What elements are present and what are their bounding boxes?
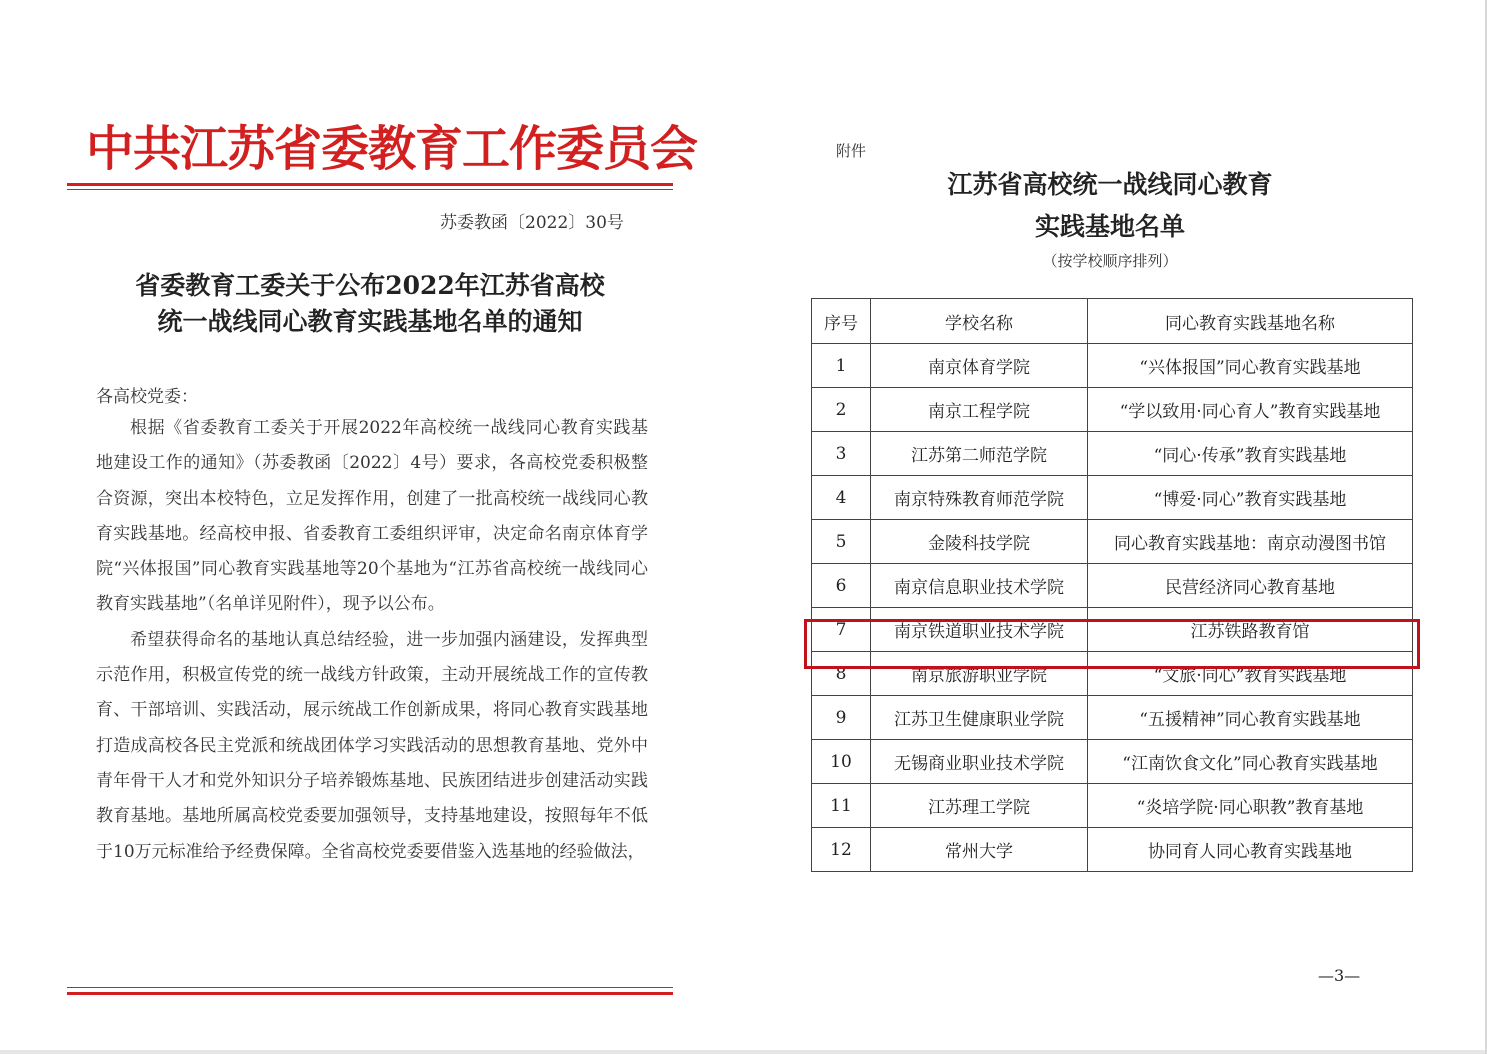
left-page	[0, 0, 740, 1050]
red-divider-top-thin	[67, 189, 673, 190]
page-edge-bottom	[0, 1050, 1487, 1054]
row-index: 8	[812, 652, 871, 696]
row-base: “炎培学院·同心职教”教育基地	[1088, 784, 1413, 828]
row-index: 5	[812, 520, 871, 564]
row-school: 南京铁道职业技术学院	[871, 608, 1088, 652]
row-index: 12	[812, 828, 871, 872]
row-base: “五援精神”同心教育实践基地	[1088, 696, 1413, 740]
table-row	[812, 740, 1413, 784]
page-number: —3—	[1318, 966, 1361, 985]
header-base-name: 同心教育实践基地名称	[1088, 299, 1413, 344]
row-base: “兴体报国”同心教育实践基地	[1088, 344, 1413, 388]
header-school-name: 学校名称	[871, 299, 1088, 344]
list-subtitle: （按学校顺序排列）	[1042, 252, 1178, 270]
table-row	[812, 564, 1413, 608]
row-index: 9	[812, 696, 871, 740]
row-index: 2	[812, 388, 871, 432]
table-row	[812, 520, 1413, 564]
row-base: 协同育人同心教育实践基地	[1088, 828, 1413, 872]
red-divider-bottom-thin	[67, 987, 673, 988]
list-title-line2: 实践基地名单	[1034, 212, 1185, 241]
row-base: 江苏铁路教育馆	[1088, 608, 1413, 652]
notice-title-line2: 统一战线同心教育实践基地名单的通知	[157, 307, 583, 336]
row-school: 南京体育学院	[871, 344, 1088, 388]
row-base: “江南饮食文化”同心教育实践基地	[1088, 740, 1413, 784]
row-base: “博爱·同心”教育实践基地	[1088, 476, 1413, 520]
table-row	[812, 344, 1413, 388]
row-school: 江苏理工学院	[871, 784, 1088, 828]
document-number: 苏委教函〔2022〕30号	[440, 213, 624, 233]
row-school: 南京信息职业技术学院	[871, 564, 1088, 608]
table-row	[812, 784, 1413, 828]
list-title	[880, 164, 1340, 248]
row-index: 1	[812, 344, 871, 388]
row-school: 无锡商业职业技术学院	[871, 740, 1088, 784]
header-index: 序号	[812, 299, 871, 344]
row-school: 江苏第二师范学院	[871, 432, 1088, 476]
table-row	[812, 696, 1413, 740]
notice-title-line1: 省委教育工委关于公布2022年江苏省高校	[135, 271, 605, 300]
row-base: “学以致用·同心育人”教育实践基地	[1088, 388, 1413, 432]
row-school: 南京旅游职业学院	[871, 652, 1088, 696]
red-divider-top	[67, 183, 673, 186]
row-index: 4	[812, 476, 871, 520]
school-base-table	[811, 298, 1413, 872]
row-highlight-box	[804, 619, 1420, 669]
table-row	[812, 476, 1413, 520]
row-index: 10	[812, 740, 871, 784]
list-title-line1: 江苏省高校统一战线同心教育	[947, 170, 1273, 199]
row-index: 3	[812, 432, 871, 476]
body-paragraph-2: 希望获得命名的基地认真总结经验，进一步加强内涵建设，发挥典型示范作用，积极宣传党的统一战线方针政策，主动开展统战工作的宣传教育、干部培训、实践活动，展示统战工作创新成果，将同心教育实践基地打造成高校各民主党派和统战团体学习实践活动的思想教育基地、党外中青年骨干人才和党外知识分子培养锻炼基地、民族团结进步创建活动实践教育基地。基地所属高校党委要加强领导，支持基地建设，按照每年不低于10万元标准给予经费保障。全省高校党委要借鉴入选基地的经验做法，	[96, 629, 648, 862]
salutation: 各高校党委：	[96, 387, 198, 407]
row-index: 11	[812, 784, 871, 828]
notice-body	[96, 411, 648, 870]
row-base: “同心·传承”教育实践基地	[1088, 432, 1413, 476]
red-divider-bottom	[67, 992, 673, 995]
row-school: 南京特殊教育师范学院	[871, 476, 1088, 520]
table-row	[812, 828, 1413, 872]
org-header: 中共江苏省委教育工作委员会	[86, 121, 698, 177]
row-index: 6	[812, 564, 871, 608]
row-index: 7	[812, 608, 871, 652]
row-base: 民营经济同心教育基地	[1088, 564, 1413, 608]
row-school: 常州大学	[871, 828, 1088, 872]
notice-title	[96, 268, 644, 340]
table-row	[812, 432, 1413, 476]
row-school: 南京工程学院	[871, 388, 1088, 432]
row-base: “文旅·同心”教育实践基地	[1088, 652, 1413, 696]
row-base: 同心教育实践基地：南京动漫图书馆	[1088, 520, 1413, 564]
body-paragraph-1: 根据《省委教育工委关于开展2022年高校统一战线同心教育实践基地建设工作的通知》（苏委教函〔2022〕4号）要求，各高校党委积极整合资源，突出本校特色，立足发挥作用，创建了一批高校统一战线同心教育实践基地。经高校申报、省委教育工委组织评审，决定命名南京体育学院“兴体报国”同心教育实践基地等20个基地为“江苏省高校统一战线同心教育实践基地”（名单详见附件），现予以公布。	[96, 418, 648, 615]
row-school: 金陵科技学院	[871, 520, 1088, 564]
table-row	[812, 388, 1413, 432]
table-header-row	[812, 299, 1413, 344]
attachment-label: 附件	[836, 142, 867, 160]
row-school: 江苏卫生健康职业学院	[871, 696, 1088, 740]
